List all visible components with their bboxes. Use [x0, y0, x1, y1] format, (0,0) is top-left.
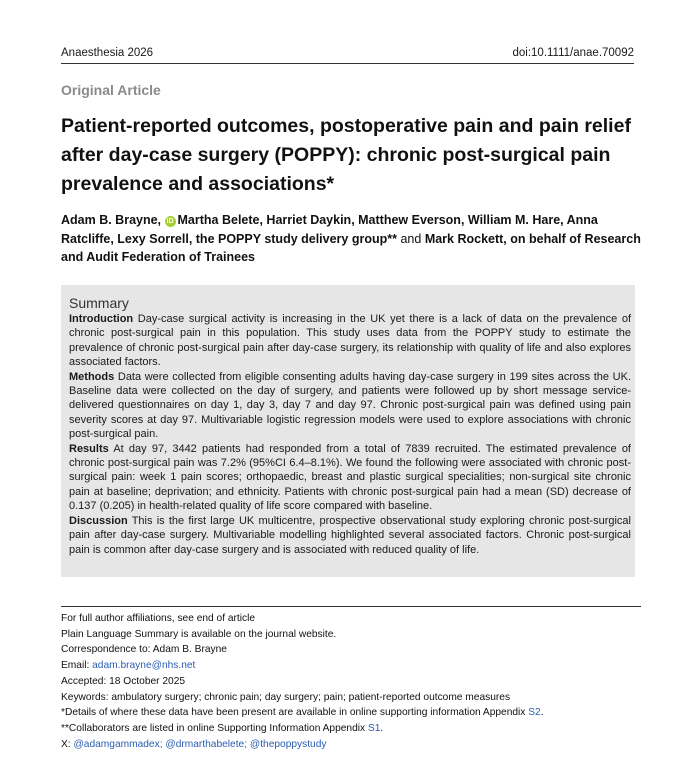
appendix-s1-link[interactable]: S1 — [367, 722, 381, 734]
footnote-collaborators-text: **Collaborators are listed in online Supporting Information Appendix — [61, 722, 368, 734]
plain-language-note: Plain Language Summary is available on the journal website. — [61, 628, 337, 640]
methods-text: Data were collected from eligible consenting adults having day-case surgery in 199 sites across the UK. Baseline data were collected on the day of surgery, and patients were followed up by short message service-delivered questionnaires on day 1, day 3, day 7 and day 97. Chronic post-surgical pain was defined using pain severity scores at day 97. Multivariable logistic regression models were used to explore associations with chronic post-surgical pain. — [69, 370, 631, 441]
discussion-label: Discussion — [69, 514, 128, 527]
accepted-date: Accepted: 18 October 2025 — [61, 675, 186, 687]
author-group: Martha Belete, Harriet Daykin, Matthew Everson, William M. Hare, Anna Ratcliffe, Lexy Sorrell, the POPPY study delivery group** — [61, 213, 598, 246]
footnote-data-end: . — [540, 707, 544, 719]
summary-methods — [69, 370, 631, 442]
correspondence: Correspondence to: Adam B. Brayne — [61, 644, 227, 656]
introduction-text: Day-case surgical activity is increasing in the UK yet there is a lack of data on the prevalence of chronic post-surgical pain in this population. This study uses data from the POPPY study to estimate the prevalence of chronic post-surgical pain after day-case surgery, its relationship with quality of life and also explores associated factors. — [69, 313, 631, 369]
introduction-label: Introduction — [69, 313, 134, 325]
article-type: Original Article — [61, 82, 161, 98]
summary-discussion — [69, 514, 631, 557]
author-first: Adam B. Brayne, — [61, 213, 162, 227]
running-header — [61, 47, 634, 64]
x-handles[interactable]: @adamgammadex; @drmarthabelete; @thepoppystudy — [73, 738, 327, 750]
summary-introduction — [69, 312, 631, 370]
appendix-s2-link[interactable]: S2 — [528, 707, 541, 719]
article-title: Patient-reported outcomes, postoperative pain and pain relief after day-case surgery (POPPY): chronic post-surgical pain prevalence and associations* — [61, 115, 631, 195]
results-text: At day 97, 3442 patients had responded from a total of 7839 recruited. The estimated prevalence of chronic post-surgical pain was 7.2% (95%CI 6.4–8.1%). We found the following were associated with chronic post-surgical pain: week 1 pain scores; orthopaedic, breast and plastic surgical specialities; non-surgical site chronic pain at baseline; deprivation; and ethnicity. Patients with chronic post-surgical pain had a mean (SD) decrease of 0.137 (0.205) in health-related quality of life score compared with baseline. — [69, 442, 631, 513]
affiliations-note: For full author affiliations, see end of article — [61, 613, 256, 624]
footnote-data-text: *Details of where these data have been present are available in online supporting information Appendix — [61, 707, 529, 719]
summary-box — [61, 285, 635, 577]
footnote-data — [61, 705, 641, 721]
footnote-collaborators-end: . — [380, 722, 384, 734]
discussion-text: This is the first large UK multicentre, prospective observational study exploring chronic post-surgical pain after day-case surgery. Multivariable modelling highlighted several associated factors. Chronic post-surgical pain is common after day-case surgery and is associated with reduced quality of life. — [69, 514, 631, 556]
author-last: Mark Rockett, on behalf of Research and Audit Federation of Trainees — [61, 231, 641, 264]
email-label: Email: — [61, 660, 93, 672]
keywords: Keywords: ambulatory surgery; chronic pain; day surgery; pain; patient-reported outcome measures — [61, 691, 511, 703]
footnote-collaborators — [61, 721, 641, 737]
author-and: and — [397, 231, 425, 246]
x-label: X: — [61, 738, 74, 750]
results-label: Results — [69, 442, 109, 455]
journal-name: Anaesthesia 2026 — [61, 47, 154, 59]
email-line — [61, 658, 641, 674]
methods-label: Methods — [69, 370, 115, 383]
x-handles-line — [61, 737, 641, 753]
summary-heading: Summary — [69, 295, 129, 311]
author-list — [61, 211, 641, 267]
doi[interactable]: doi:10.1111/anae.70092 — [512, 47, 634, 59]
orcid-icon[interactable]: iD — [166, 218, 174, 225]
email-link[interactable]: adam.brayne@nhs.net — [92, 660, 196, 672]
article-footnotes — [61, 606, 641, 752]
summary-results — [69, 442, 631, 514]
